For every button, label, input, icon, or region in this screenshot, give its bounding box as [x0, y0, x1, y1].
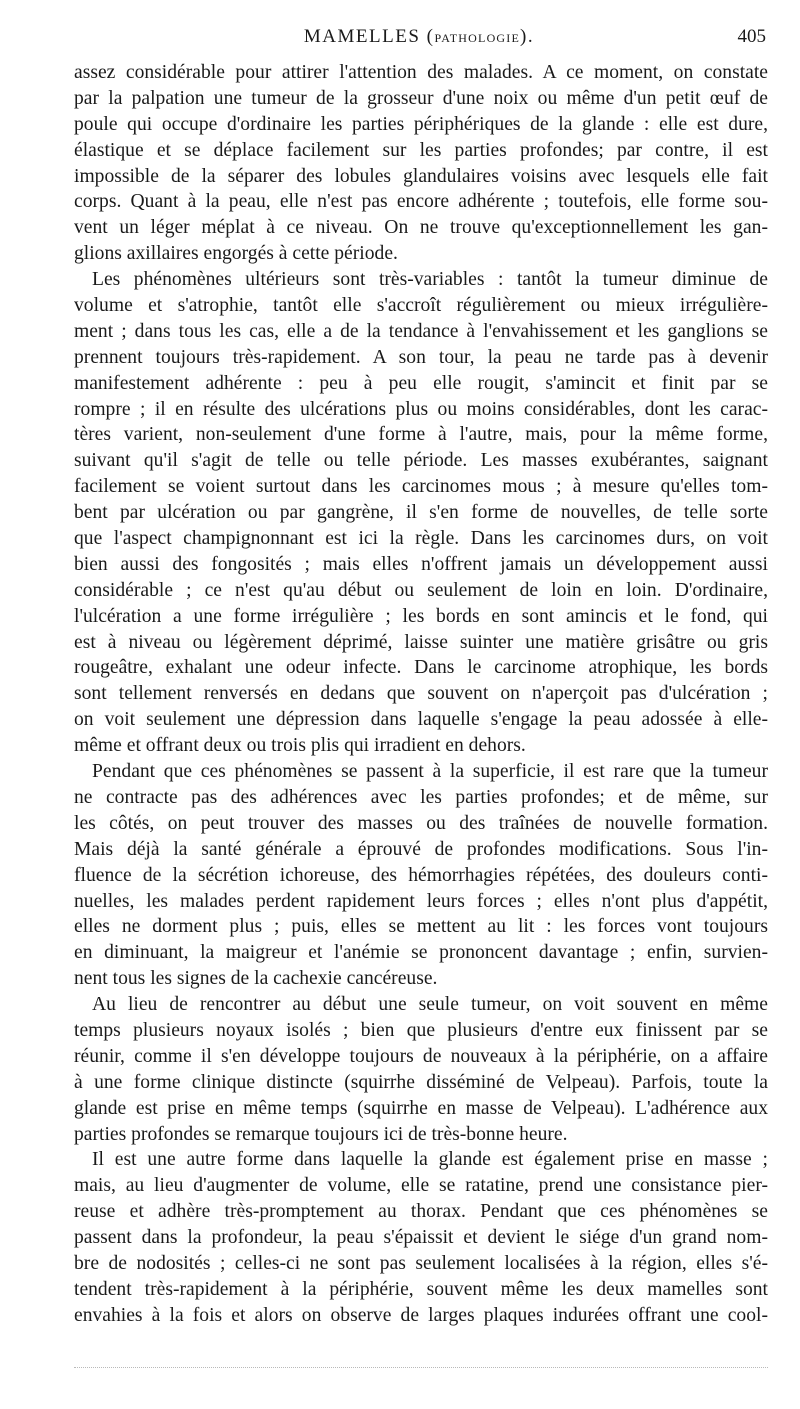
text-line: est à niveau ou légèrement déprimé, laisse suinter une matière grisâtre ou gris	[74, 631, 768, 653]
text-line: parties profondes se remarque toujours ici de très-bonne heure.	[74, 1123, 568, 1145]
text-line: tères varient, non-seulement d'une forme à l'autre, mais, pour la même forme,	[74, 424, 768, 446]
text-line: facilement se voient surtout dans les carcinomes mous ; à mesure qu'elles tom-	[74, 476, 768, 498]
text-line: on voit seulement une dépression dans laquelle s'engage la peau adossée à elle-	[74, 709, 768, 731]
text-line: glions axillaires engorgés à cette période.	[74, 243, 398, 265]
text-line: Au lieu de rencontrer au début une seule tumeur, on voit souvent en même	[92, 994, 768, 1016]
running-title-end: ).	[520, 26, 535, 47]
text-line: envahies à la fois et alors on observe de larges plaques indurées offrant une cool-	[74, 1304, 768, 1326]
text-line: nuelles, les malades perdent rapidement leurs forces ; elles n'ont plus d'appétit,	[74, 890, 768, 912]
text-line: rougeâtre, exhalant une odeur infecte. Dans le carcinome atrophique, les bords	[74, 657, 768, 679]
text-line: l'ulcération a une forme irrégulière ; les bords en sont amincis et le fond, qui	[74, 605, 768, 627]
text-line: corps. Quant à la peau, elle n'est pas encore adhérente ; toutefois, elle forme sou-	[74, 191, 768, 213]
running-title	[72, 26, 766, 48]
text-line: volume et s'atrophie, tantôt elle s'accroît régulièrement ou mieux irrégulière-	[74, 295, 768, 317]
text-line: Les phénomènes ultérieurs sont très-variables : tantôt la tumeur diminue de	[92, 269, 768, 291]
page-number: 405	[737, 26, 766, 47]
text-line: sont tellement renversés en dedans que souvent on n'aperçoit pas d'ulcération ;	[74, 683, 768, 705]
text-line: rompre ; il en résulte des ulcérations plus ou moins considérables, dont les carac-	[74, 398, 768, 420]
text-line: fluence de la sécrétion ichoreuse, des hémorrhagies répétées, des douleurs conti-	[74, 864, 768, 886]
text-line: mais, au lieu d'augmenter de volume, elle se ratatine, prend une consistance pier-	[74, 1175, 768, 1197]
body-text	[74, 60, 768, 1329]
text-line: elles ne dorment plus ; puis, elles se mettent au lit : les forces vont toujours	[74, 916, 768, 938]
text-line: les côtés, on peut trouver des masses ou des traînées de nouvelle formation.	[74, 812, 768, 834]
text-line: ne contracte pas des adhérences avec les parties profondes; et de même, sur	[74, 786, 768, 808]
text-line: vent un léger méplat à ce niveau. On ne trouve qu'exceptionnellement les gan-	[74, 217, 768, 239]
text-line: reuse et adhère très-promptement au thorax. Pendant que ces phénomènes se	[74, 1201, 768, 1223]
text-line: poule qui occupe d'ordinaire les parties périphériques de la glande : elle est dure,	[74, 113, 768, 135]
running-title-main: MAMELLES (	[303, 26, 435, 47]
text-line: considérable ; ce n'est qu'au début ou seulement de loin en loin. D'ordinaire,	[74, 579, 768, 601]
text-line: impossible de la séparer des lobules glandulaires voisins avec lesquels elle fait	[74, 165, 768, 187]
text-line: que l'aspect champignonnant est ici la règle. Dans les carcinomes durs, on voit	[74, 528, 768, 550]
text-line: Il est une autre forme dans laquelle la glande est également prise en masse ;	[92, 1149, 768, 1171]
text-line: à une forme clinique distincte (squirrhe disséminé de Velpeau). Parfois, toute la	[74, 1071, 768, 1093]
text-line: Mais déjà la santé générale a éprouvé de profondes modifications. Sous l'in-	[74, 838, 768, 860]
text-line: bent par ulcération ou par gangrène, il s'en forme de nouvelles, de telle sorte	[74, 502, 768, 524]
text-line: bre de nodosités ; celles-ci ne sont pas seulement localisées à la région, elles s'é-	[74, 1252, 768, 1274]
text-line: prennent toujours très-rapidement. A son tour, la peau ne tarde pas à devenir	[74, 346, 768, 368]
text-line: suivant qu'il s'agit de telle ou telle période. Les masses exubérantes, saignant	[74, 450, 768, 472]
text-line: en diminuant, la maigreur et l'anémie se prononcent davantage ; enfin, survien-	[74, 942, 768, 964]
text-line: glande est prise en même temps (squirrhe en masse de Velpeau). L'adhérence aux	[74, 1097, 768, 1119]
text-line: élastique et se déplace facilement sur les parties profondes; par contre, il est	[74, 139, 768, 161]
text-line: temps plusieurs noyaux isolés ; bien que plusieurs d'entre eux finissent par se	[74, 1019, 768, 1041]
text-line: assez considérable pour attirer l'attention des malades. A ce moment, on constate	[74, 62, 768, 83]
running-title-small-caps: PATHOLOGIE	[434, 31, 521, 45]
text-line: manifestement adhérente : peu à peu elle rougit, s'amincit et finit par se	[74, 372, 768, 394]
running-head	[72, 26, 766, 52]
text-line: passent dans la profondeur, la peau s'épaissit et devient le siége d'un grand nom-	[74, 1227, 768, 1249]
text-line: même et offrant deux ou trois plis qui irradient en dehors.	[74, 735, 526, 757]
text-line: réunir, comme il s'en développe toujours de nouveaux à la périphérie, on a affaire	[74, 1045, 768, 1067]
text-line: par la palpation une tumeur de la grosseur d'une noix ou même d'un petit œuf de	[74, 87, 768, 109]
text-line: tendent très-rapidement à la périphérie, souvent même les deux mamelles sont	[74, 1278, 768, 1300]
text-line: bien aussi des fongosités ; mais elles n'offrent jamais un développement aussi	[74, 553, 768, 575]
footer-rule	[74, 1367, 768, 1368]
text-line: Pendant que ces phénomènes se passent à la superficie, il est rare que la tumeur	[92, 761, 768, 783]
text-line: ment ; dans tous les cas, elle a de la tendance à l'envahissement et les ganglions se	[74, 320, 768, 342]
text-line: nent tous les signes de la cachexie cancéreuse.	[74, 968, 438, 990]
